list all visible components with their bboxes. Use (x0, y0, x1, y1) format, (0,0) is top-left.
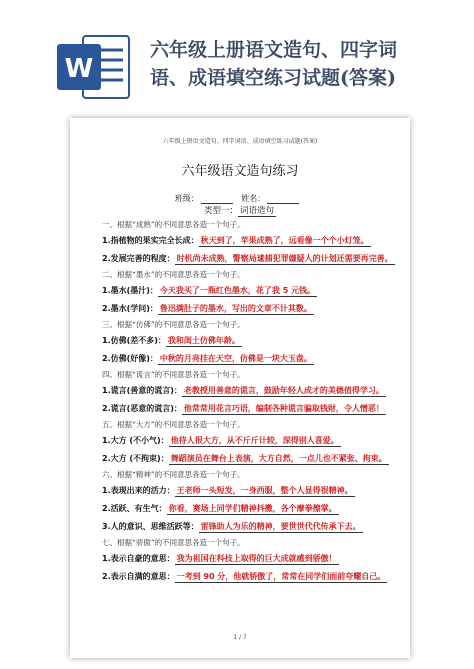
svg-text:W: W (64, 54, 94, 84)
section-heading: 二、根据“墨水”的不同意思各造一个句子。 (102, 270, 245, 279)
document-page (70, 118, 410, 658)
item-label: 2.活跃、有生气： (102, 504, 167, 513)
banner-title-line1: 六年级上册语文造句、四字词 (150, 39, 398, 61)
item-label: 1.表现出来的活力： (102, 486, 175, 495)
item-answer: 老教授用善意的谎言，鼓励年轻人成才的美德值得学习。 (183, 386, 384, 395)
exercise-item (102, 518, 402, 536)
banner-title (150, 36, 460, 92)
exercise-item (102, 400, 402, 418)
class-blank (201, 195, 233, 204)
exercise-item (102, 432, 402, 450)
type-heading (70, 204, 410, 216)
item-answer: 他待人很大方，从不斤斤计较，深得别人喜爱。 (170, 436, 339, 445)
item-answer: 时机尚未成熟，警察局逮捕犯罪嫌疑人的计划还需要再完善。 (176, 254, 393, 263)
exercise-item (102, 300, 402, 318)
section-heading: 六、根据“精神”的不同意思各造一个句子。 (102, 470, 245, 479)
exercise-item (102, 550, 402, 568)
section-heading: 三、根据“仿佛”的不同意思各造一个句子。 (102, 320, 245, 329)
exercise-item (102, 382, 402, 400)
item-label: 2.大方 (不拘束)： (102, 454, 169, 463)
item-label: 3.人的意识、思维活跃等： (102, 522, 199, 531)
section-heading: 七、根据“骄傲”的不同意思各造一个句子。 (102, 538, 245, 547)
item-answer: 我和闺土仿佛年龄。 (167, 336, 240, 345)
item-answer: 秋天到了，苹果成熟了，远看像一个个小灯笼。 (200, 236, 369, 245)
section-heading: 四、根据“谎言”的不同意思各造一个句子。 (102, 370, 245, 379)
item-label: 1.墨水(墨汁)： (102, 286, 158, 295)
exercise-list (102, 218, 402, 586)
item-label: 2.谎言(恶意的谎言)： (102, 404, 182, 413)
item-label: 2.墨水(学问)： (102, 304, 158, 313)
class-name-line (70, 193, 410, 204)
exercise-item (102, 250, 402, 268)
running-head: 六年级上册语文造句、四字词语、成语填空练习试题(答案) (162, 138, 318, 145)
name-blank (267, 195, 299, 204)
item-answer: 中秋的月亮挂在天空，仿佛是一块大玉盘。 (159, 354, 312, 363)
item-answer: 王老师一头短发，一身西服，整个人显得很精神。 (176, 486, 353, 495)
exercise-item (102, 232, 402, 250)
item-answer: 你看，赛场上同学们精神抖擞，各个摩拳擦掌。 (168, 504, 337, 513)
type-prefix: 类型一： (203, 206, 238, 216)
word-icon (55, 32, 131, 102)
item-answer: 我为祖国在科技上取得的巨大成就感到骄傲！ (176, 554, 337, 563)
page-title: 六年级语文造句练习 (181, 164, 299, 179)
exercise-item (102, 282, 402, 300)
item-label: 2.仿佛(好像)： (102, 354, 158, 363)
item-label: 2.发展完善的程度： (102, 254, 175, 263)
exercise-item (102, 450, 402, 468)
item-answer: 舞蹈演员在舞台上表演，大方自然，一点儿也不紧张、拘束。 (170, 454, 387, 463)
exercise-item (102, 482, 402, 500)
exercise-item (102, 500, 402, 518)
item-answer: 雷锋助人为乐的精神，要世世代代传承下去。 (200, 522, 361, 531)
item-label: 1.仿佛(差不多)： (102, 336, 166, 345)
item-label: 2.表示自满的意思： (102, 572, 175, 581)
type-name: 词语造句 (240, 206, 275, 216)
item-label: 1.表示自豪的意思： (102, 554, 175, 563)
page-number: 1 / 7 (233, 634, 247, 641)
item-answer: 今天我买了一瓶红色墨水，花了我 5 元钱。 (159, 286, 316, 295)
section-heading: 五、根据“大方”的不同意思各造一个句子。 (102, 420, 245, 429)
exercise-item (102, 568, 402, 586)
banner-title-line2: 语、成语填空练习试题(答案) (150, 67, 396, 89)
class-label: 班级： (174, 194, 199, 203)
banner (0, 0, 474, 118)
item-answer: 他常常用花言巧语，编制各种谎言骗取钱财，令人憎恶！ (183, 404, 384, 413)
exercise-item (102, 332, 402, 350)
item-label: 1.指植物的果实完全长成： (102, 236, 199, 245)
name-label: 姓名： (241, 194, 266, 203)
item-answer: 一考到 90 分，他就骄傲了，常常在同学们面前夸耀自己。 (176, 572, 386, 581)
section-heading: 一、根据“成熟”的不同意思各造一个句子。 (102, 220, 245, 229)
item-label: 1.谎言(善意的谎言)： (102, 386, 182, 395)
item-label: 1.大方 (不小气)： (102, 436, 169, 445)
exercise-item (102, 350, 402, 368)
item-answer: 鲁迅满肚子的墨水，写出的文章不计其数。 (159, 304, 312, 313)
